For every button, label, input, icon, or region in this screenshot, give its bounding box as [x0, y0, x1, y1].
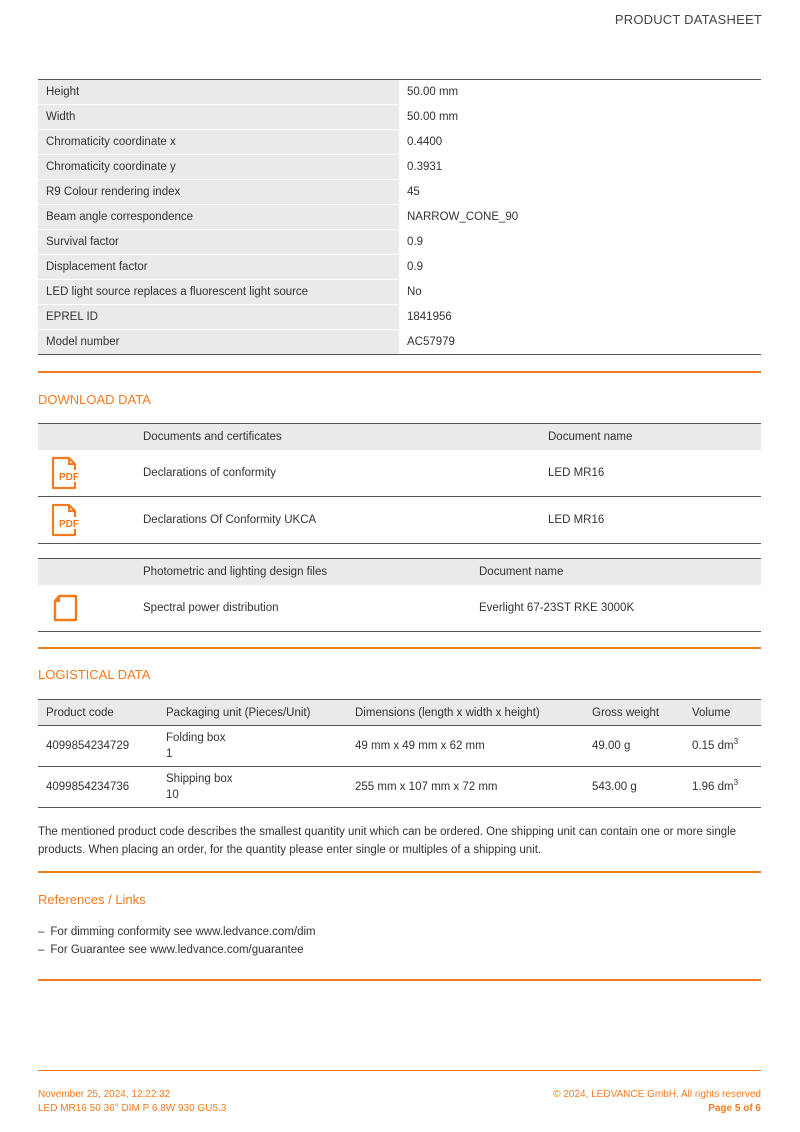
- reference-link[interactable]: – For dimming conformity see www.ledvance.com/dim: [38, 923, 316, 941]
- packaging-type: Shipping box: [166, 773, 233, 785]
- volume-value: 1.96 dm: [692, 781, 734, 793]
- documents-table: [38, 423, 761, 544]
- gross-weight-header: Gross weight: [584, 700, 684, 726]
- table-row: [38, 130, 761, 155]
- icon-cell: [38, 450, 135, 497]
- product-code: 4099854234729: [38, 726, 158, 767]
- property-value: 0.9: [399, 230, 761, 255]
- property-key: R9 Colour rendering index: [38, 180, 399, 205]
- document-name-column-header: Document name: [471, 559, 761, 585]
- footer-copyright: © 2024, LEDVANCE GmbH. All rights reserved: [553, 1089, 761, 1100]
- product-code-header: Product code: [38, 700, 158, 726]
- properties-table: [38, 79, 761, 355]
- volume: [684, 726, 761, 767]
- packaging-unit-header: Packaging unit (Pieces/Unit): [158, 700, 347, 726]
- volume: [684, 767, 761, 808]
- references-list: [38, 923, 316, 959]
- table-row: [38, 180, 761, 205]
- table-header-row: [38, 559, 761, 585]
- documents-column-header: Documents and certificates: [135, 424, 540, 450]
- footer-product-name: LED MR16 50 36° DIM P 6.8W 930 GU5.3: [38, 1103, 227, 1114]
- table-row: [38, 105, 761, 130]
- document-category: Declarations of conformity: [135, 450, 540, 497]
- logistical-table: [38, 699, 761, 808]
- table-row[interactable]: [38, 497, 761, 544]
- property-key: Chromaticity coordinate x: [38, 130, 399, 155]
- table-row: [38, 155, 761, 180]
- document-category: Declarations Of Conformity UKCA: [135, 497, 540, 544]
- gross-weight: 543.00 g: [584, 767, 684, 808]
- property-value: NARROW_CONE_90: [399, 205, 761, 230]
- table-row[interactable]: [38, 585, 761, 632]
- dimensions: 255 mm x 107 mm x 72 mm: [347, 767, 584, 808]
- document-name-link[interactable]: LED MR16: [540, 497, 761, 544]
- footer-line-2: [38, 1103, 761, 1114]
- property-value: 50.00 mm: [399, 105, 761, 130]
- table-row: [38, 205, 761, 230]
- dimensions-header: Dimensions (length x width x height): [347, 700, 584, 726]
- pdf-icon[interactable]: [49, 456, 81, 490]
- pdf-icon[interactable]: [49, 503, 81, 537]
- table-row: [38, 80, 761, 105]
- svg-text:PDF: PDF: [59, 519, 79, 530]
- datasheet-header-title: PRODUCT DATASHEET: [614, 12, 762, 27]
- packaging-unit: [158, 767, 347, 808]
- property-value: 45: [399, 180, 761, 205]
- property-value: 0.4400: [399, 130, 761, 155]
- packaging-type: Folding box: [166, 732, 226, 744]
- gross-weight: 49.00 g: [584, 726, 684, 767]
- property-key: Width: [38, 105, 399, 130]
- table-row: [38, 767, 761, 808]
- table-row: [38, 255, 761, 280]
- volume-value: 0.15 dm: [692, 740, 734, 752]
- table-row: [38, 726, 761, 767]
- volume-exponent: 3: [733, 778, 739, 788]
- table-row: [38, 305, 761, 330]
- section-divider: [38, 371, 761, 373]
- table-row: [38, 280, 761, 305]
- footer-divider: [38, 1070, 761, 1071]
- footer-line-1: [38, 1089, 761, 1100]
- section-divider: [38, 871, 761, 873]
- footer-page-number: Page 5 of 6: [708, 1103, 761, 1114]
- table-row[interactable]: [38, 450, 761, 497]
- photometric-table: [38, 558, 761, 632]
- table-header-row: [38, 700, 761, 726]
- product-code: 4099854234736: [38, 767, 158, 808]
- dimensions: 49 mm x 49 mm x 62 mm: [347, 726, 584, 767]
- property-key: Survival factor: [38, 230, 399, 255]
- property-key: Model number: [38, 330, 399, 355]
- footer-date: November 25, 2024, 12:22:32: [38, 1089, 171, 1100]
- property-value: 0.9: [399, 255, 761, 280]
- table-row: [38, 230, 761, 255]
- section-divider: [38, 979, 761, 981]
- table-row: [38, 330, 761, 355]
- property-key: LED light source replaces a fluorescent light source: [38, 280, 399, 305]
- icon-cell: [38, 585, 135, 632]
- property-value: No: [399, 280, 761, 305]
- document-name-link[interactable]: Everlight 67-23ST RKE 3000K: [471, 585, 761, 632]
- icon-column-header: [38, 559, 135, 585]
- property-key: Displacement factor: [38, 255, 399, 280]
- property-key: Height: [38, 80, 399, 105]
- icon-cell: [38, 497, 135, 544]
- volume-header: Volume: [684, 700, 761, 726]
- document-category: Spectral power distribution: [135, 585, 471, 632]
- document-name-column-header: Document name: [540, 424, 761, 450]
- packaging-pieces: 10: [166, 789, 179, 801]
- packaging-unit: [158, 726, 347, 767]
- section-divider: [38, 647, 761, 649]
- download-section-title: DOWNLOAD DATA: [38, 392, 151, 407]
- volume-exponent: 3: [733, 737, 739, 747]
- property-key: EPREL ID: [38, 305, 399, 330]
- reference-link[interactable]: – For Guarantee see www.ledvance.com/guarantee: [38, 941, 316, 959]
- icon-column-header: [38, 424, 135, 450]
- property-key: Chromaticity coordinate y: [38, 155, 399, 180]
- property-value: 1841956: [399, 305, 761, 330]
- file-icon[interactable]: [49, 591, 81, 625]
- logistical-section-title: LOGISTICAL DATA: [38, 667, 151, 682]
- property-value: AC57979: [399, 330, 761, 355]
- svg-text:PDF: PDF: [59, 471, 79, 483]
- property-value: 50.00 mm: [399, 80, 761, 105]
- photometric-column-header: Photometric and lighting design files: [135, 559, 471, 585]
- references-section-title: References / Links: [38, 892, 146, 907]
- packaging-pieces: 1: [166, 748, 173, 760]
- logistical-note: The mentioned product code describes the smallest quantity unit which can be ordered. One shipping unit can contain one or more single products. When placing an order, for the quantity please enter single or multiples of a shipping unit.: [38, 826, 737, 856]
- property-key: Beam angle correspondence: [38, 205, 399, 230]
- document-name-link[interactable]: LED MR16: [540, 450, 761, 497]
- table-header-row: [38, 424, 761, 450]
- property-value: 0.3931: [399, 155, 761, 180]
